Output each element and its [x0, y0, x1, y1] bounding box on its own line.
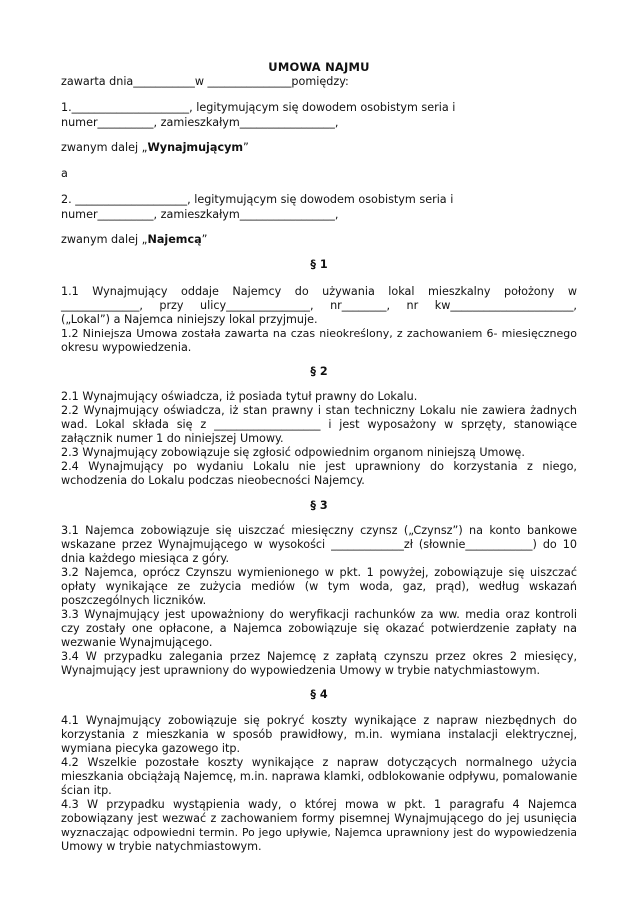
party1-line2: numer__________, zamieszkałym_________________,: [61, 116, 339, 129]
section-line: wezwanie Wynajmującego.: [61, 636, 213, 649]
section-line: okresu wypowiedzenia.: [61, 341, 192, 354]
party2-called-suffix: ”: [201, 233, 208, 246]
section-line: 3.4 W przypadku zalegania przez Najemcę z zapłatą czynszu przez okres 2 miesięcy,: [61, 650, 577, 663]
section-heading: § 4: [310, 688, 328, 701]
document-title: UMOWA NAJMU: [268, 60, 370, 74]
section-line: korzystania z mieszkania w sposób prawidłowy, m.in. wymiana instalacji elektrycznej,: [61, 728, 577, 741]
section-line: 3.1 Najemca zobowiązuje się uiszczać miesięczny czynsz („Czynsz”) na konto bankowe: [61, 524, 577, 537]
party2-line2: numer__________, zamieszkałym_________________,: [61, 208, 339, 221]
party1-called-prefix: zwanym dalej „: [61, 141, 148, 154]
section-line: wyznaczając odpowiedni termin. Po jego upływie, Najemca uprawniony jest do wypowiedzenia: [61, 826, 577, 839]
section-line: 2.2 Wynajmujący oświadcza, iż stan prawny i stan techniczny Lokalu nie zawiera żadnych: [61, 404, 577, 417]
party1-called: [61, 141, 577, 156]
section-line: poszczególnych liczników.: [61, 594, 207, 607]
section-line: 2.4 Wynajmujący po wydaniu Lokalu nie jest uprawniony do korzystania z niego,: [61, 460, 577, 473]
section-line: 2.1 Wynajmujący oświadcza, iż posiada tytuł prawny do Lokalu.: [61, 390, 418, 403]
section-line: 3.2 Najemca, oprócz Czynszu wymienionego w pkt. 1 powyżej, zobowiązuje się uiszczać: [61, 566, 577, 579]
section-line: ścian itp.: [61, 784, 112, 797]
section-line: 3.3 Wynajmujący jest upoważniony do weryfikacji rachunków za ww. media oraz kontroli: [61, 608, 577, 621]
section-line: Umowy w trybie natychmiastowym.: [61, 840, 262, 853]
section-line: zobowiązany jest wezwać z zachowaniem formy pisemnej Wynajmującego do jej usunięcia: [61, 812, 577, 825]
party2-line1: 2. ____________________, legitymującym się dowodem osobistym seria i: [61, 193, 454, 206]
section-line: wskazane przez Wynajmującego w wysokości _____________zł (słownie____________) do 10: [61, 538, 577, 551]
section-line: („Lokal”) a Najemca niniejszy lokal przyjmuje.: [61, 313, 318, 326]
section-line: wad. Lokal składa się z ___________________ i jest wyposażony w sprzęty, stanowiące: [61, 418, 577, 431]
section-line: 4.2 Wszelkie pozostałe koszty wynikające z napraw dotyczących normalnego użycia: [61, 756, 577, 769]
intro-line: zawarta dnia___________w _______________pomiędzy:: [61, 75, 349, 88]
section-heading: § 1: [310, 258, 328, 271]
party1-called-name: Wynajmującym: [147, 141, 244, 154]
party1-called-suffix: ”: [243, 141, 249, 154]
section-line: wymiana piecyka gazowego itp.: [61, 742, 241, 755]
section-line: dnia każdego miesiąca z góry.: [61, 552, 230, 565]
section-line: opłaty wynikające ze zużycia mediów (w tym woda, gaz, prąd), według wskazań: [61, 580, 577, 593]
section-line: załącznik numer 1 do niniejszej Umowy.: [61, 432, 284, 445]
section-line: 2.3 Wynajmujący zobowiązuje się zgłosić odpowiednim organom niniejszą Umowę.: [61, 446, 525, 459]
section-heading: § 3: [310, 499, 328, 512]
section-line: czy zostały one opłacone, a Najemca zobowiązuje się okazać potwierdzenie zapłaty na: [61, 622, 577, 635]
section-line: ______________, przy ulicy_______________, nr________, nr kw______________________,: [61, 299, 577, 312]
section-line: 1.2 Niniejsza Umowa została zawarta na czas nieokreślony, z zachowaniem 6- miesięcznego: [61, 327, 577, 340]
section-heading: § 2: [310, 365, 328, 378]
party2-called-prefix: zwanym dalej „: [61, 233, 148, 246]
party1-line1: 1._____________________, legitymującym się dowodem osobistym seria i: [61, 101, 456, 114]
party2-called-name: Najemcą: [147, 233, 202, 246]
section-line: mieszkania obciążają Najemcę, m.in. naprawa klamki, odblokowanie odpływu, pomalowanie: [61, 770, 578, 783]
section-line: 4.1 Wynajmujący zobowiązuje się pokryć koszty wynikające z napraw niezbędnych do: [61, 714, 577, 727]
section-line: wchodzenia do Lokalu podczas nieobecności Najemcy.: [61, 474, 365, 487]
conjunction: a: [61, 167, 68, 180]
section-line: 4.3 W przypadku wystąpienia wady, o której mowa w pkt. 1 paragrafu 4 Najemca: [61, 798, 577, 811]
section-line: 1.1 Wynajmujący oddaje Najemcy do używania lokal mieszkalny położony w: [61, 285, 577, 298]
section-line: Wynajmujący jest uprawniony do wypowiedzenia Umowy w trybie natychmiastowym.: [61, 664, 541, 677]
party2-called: [61, 233, 577, 248]
